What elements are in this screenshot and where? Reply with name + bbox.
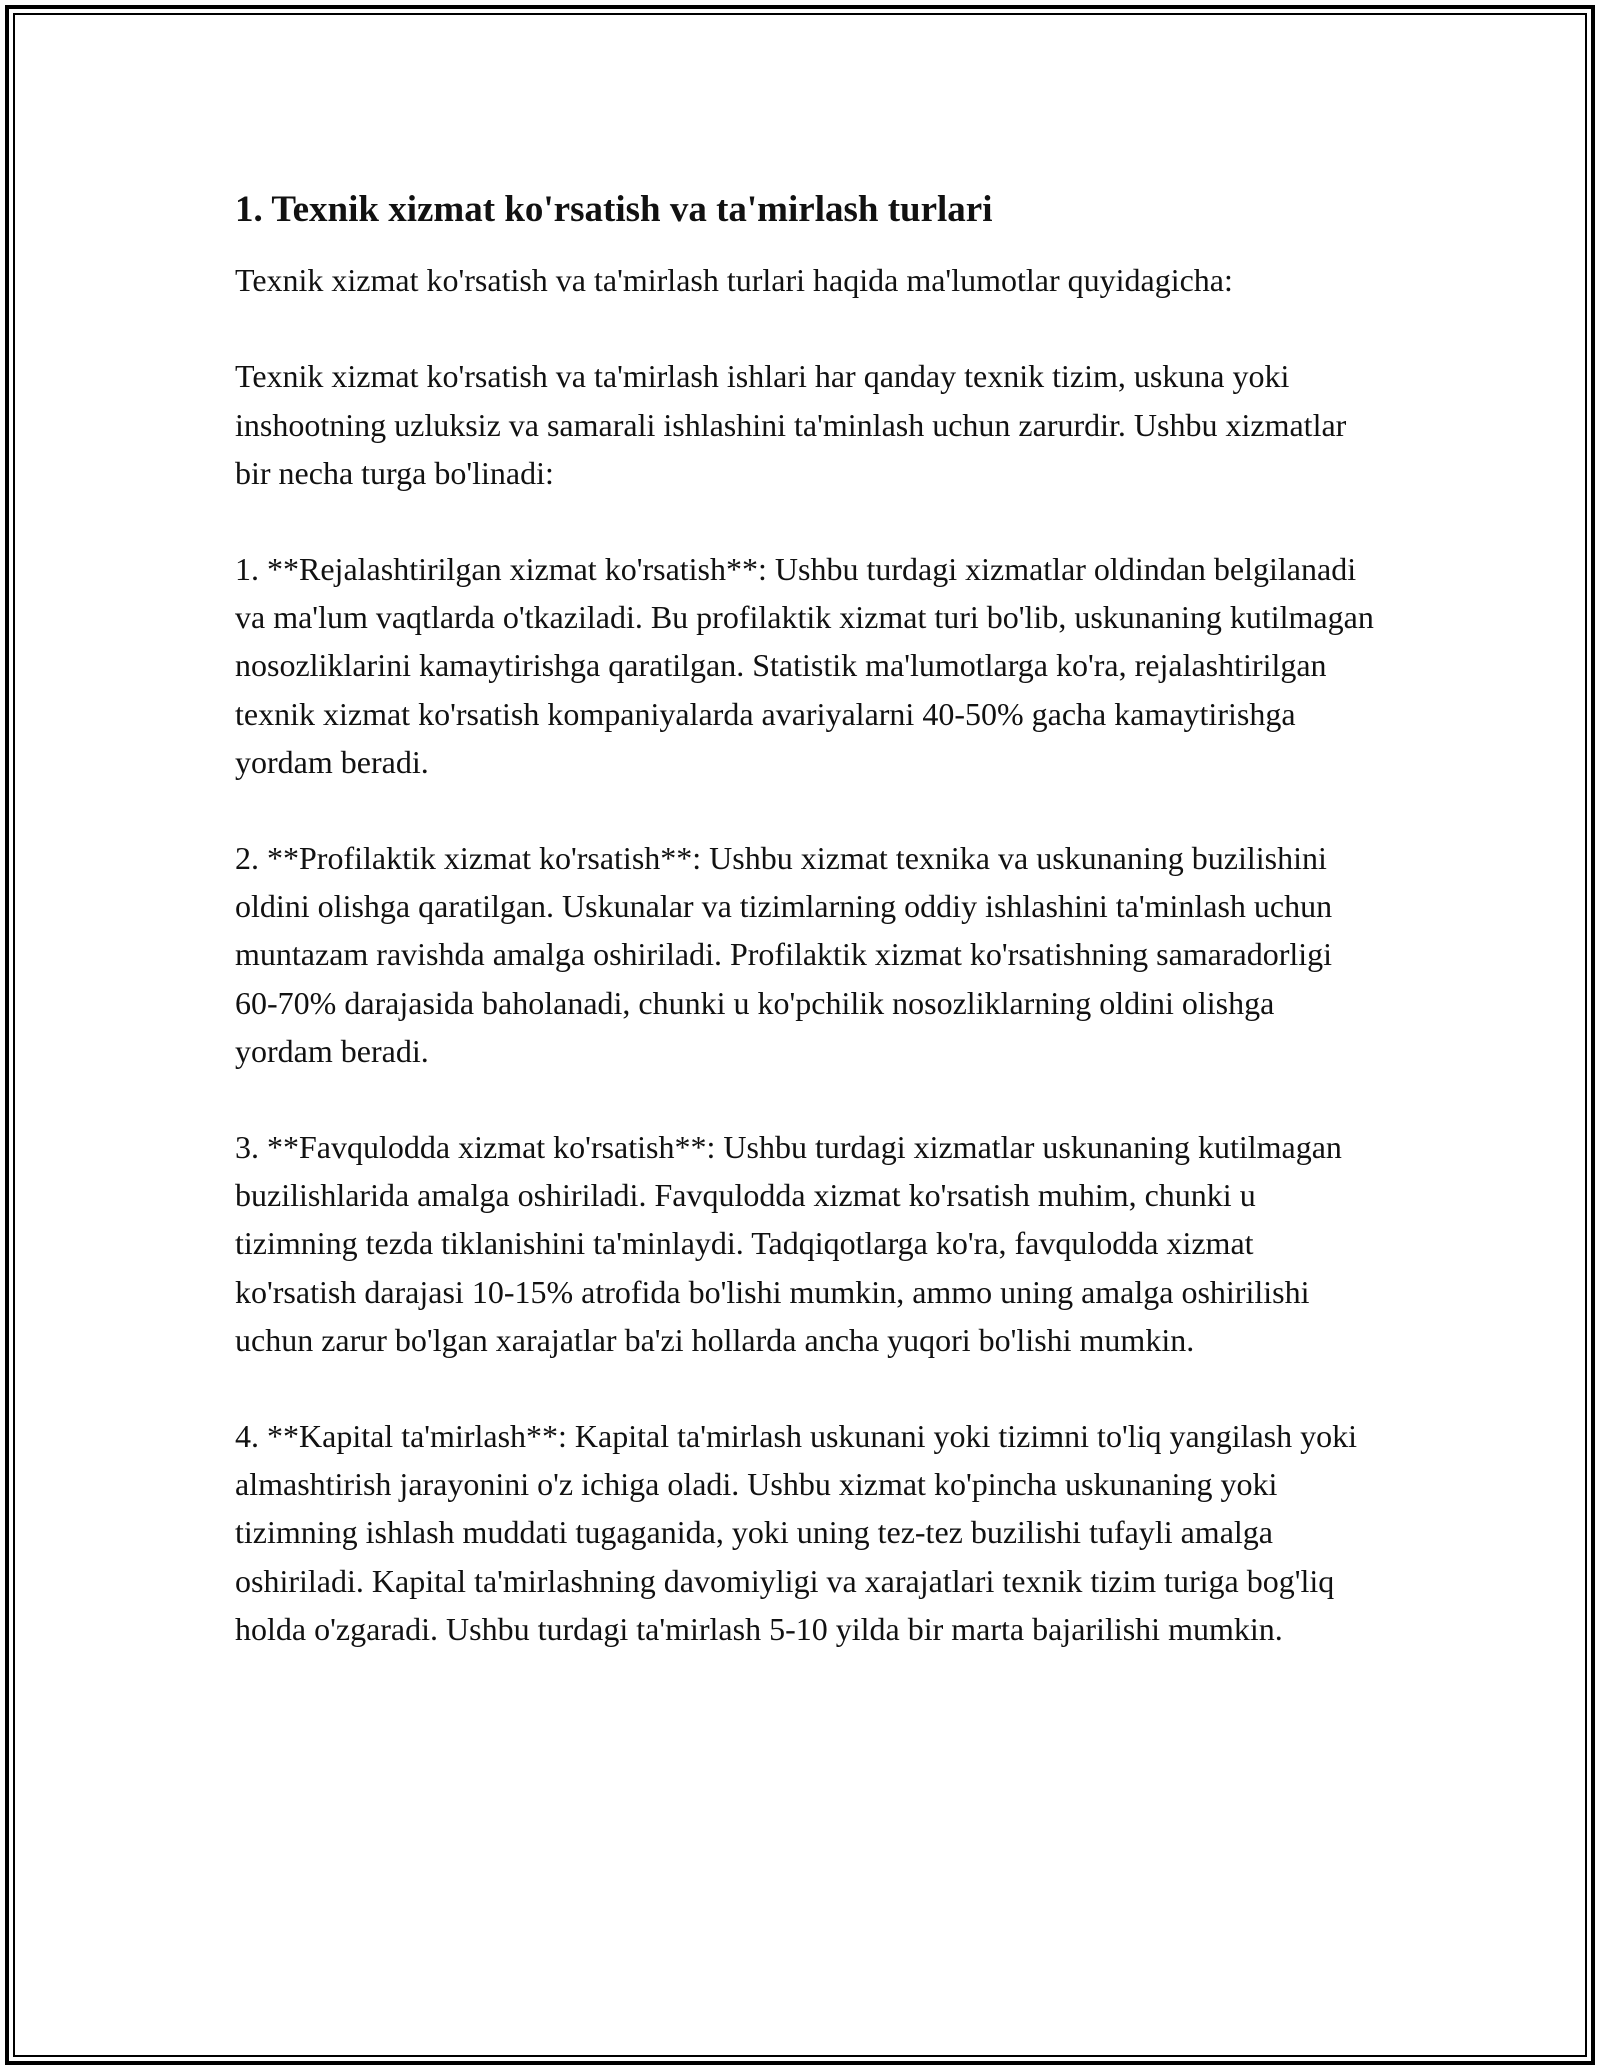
document-body xyxy=(235,186,1375,1701)
overview-paragraph: Texnik xizmat ko'rsatish va ta'mirlash ishlari har qanday texnik tizim, uskuna yoki inshootning uzluksiz va samarali ishlashini ta'minlash uchun zarurdir. Ushbu xizmatlar bir necha turga bo'linadi: xyxy=(235,358,1347,491)
document-title: 1. Texnik xizmat ko'rsatish va ta'mirlash turlari xyxy=(235,189,993,230)
planned-maintenance-paragraph: 1. **Rejalashtirilgan xizmat ko'rsatish**: Ushbu turdagi xizmatlar oldindan belgilanadi va ma'lum vaqtlarda o'tkaziladi. Bu profilaktik xizmat turi bo'lib, uskunaning kutilmagan nosozliklarini kamaytirishga qaratilgan. Statistik ma'lumotlarga ko'ra, rejalashtirilgan texnik xizmat ko'rsatish kompaniyalarda avariyalarni 40-50% gacha kamaytirishga yordam beradi. xyxy=(235,550,1374,780)
emergency-maintenance-paragraph: 3. **Favqulodda xizmat ko'rsatish**: Ushbu turdagi xizmatlar uskunaning kutilmagan buzilishlarida amalga oshiriladi. Favqulodda xizmat ko'rsatish muhim, chunki u tizimning tezda tiklanishini ta'minlaydi. Tadqiqotlarga ko'ra, favqulodda xizmat ko'rsatish darajasi 10-15% atrofida bo'lishi mumkin, ammo uning amalga oshirilishi uchun zarur bo'lgan xarajatlar ba'zi hollarda ancha yuqori bo'lishi mumkin. xyxy=(235,1128,1342,1358)
capital-repair-paragraph: 4. **Kapital ta'mirlash**: Kapital ta'mirlash uskunani yoki tizimni to'liq yangilash yoki almashtirish jarayonini o'z ichiga oladi. Ushbu xizmat ko'pincha uskunaning yoki tizimning ishlash muddati tugaganida, yoki uning tez-tez buzilishi tufayli amalga oshiriladi. Kapital ta'mirlashning davomiyligi va xarajatlari texnik tizim turiga bog'liq holda o'zgaradi. Ushbu turdagi ta'mirlash 5-10 yilda bir marta bajarilishi mumkin. xyxy=(235,1417,1358,1647)
intro-paragraph: Texnik xizmat ko'rsatish va ta'mirlash turlari haqida ma'lumotlar quyidagicha: xyxy=(235,262,1233,299)
preventive-maintenance-paragraph: 2. **Profilaktik xizmat ko'rsatish**: Ushbu xizmat texnika va uskunaning buzilishini oldini olishga qaratilgan. Uskunalar va tizimlarning oddiy ishlashini ta'minlash uchun muntazam ravishda amalga oshiriladi. Profilaktik xizmat ko'rsatishning samaradorligi 60-70% darajasida baholanadi, chunki u ko'pchilik nosozliklarning oldini olishga yordam beradi. xyxy=(235,839,1333,1069)
